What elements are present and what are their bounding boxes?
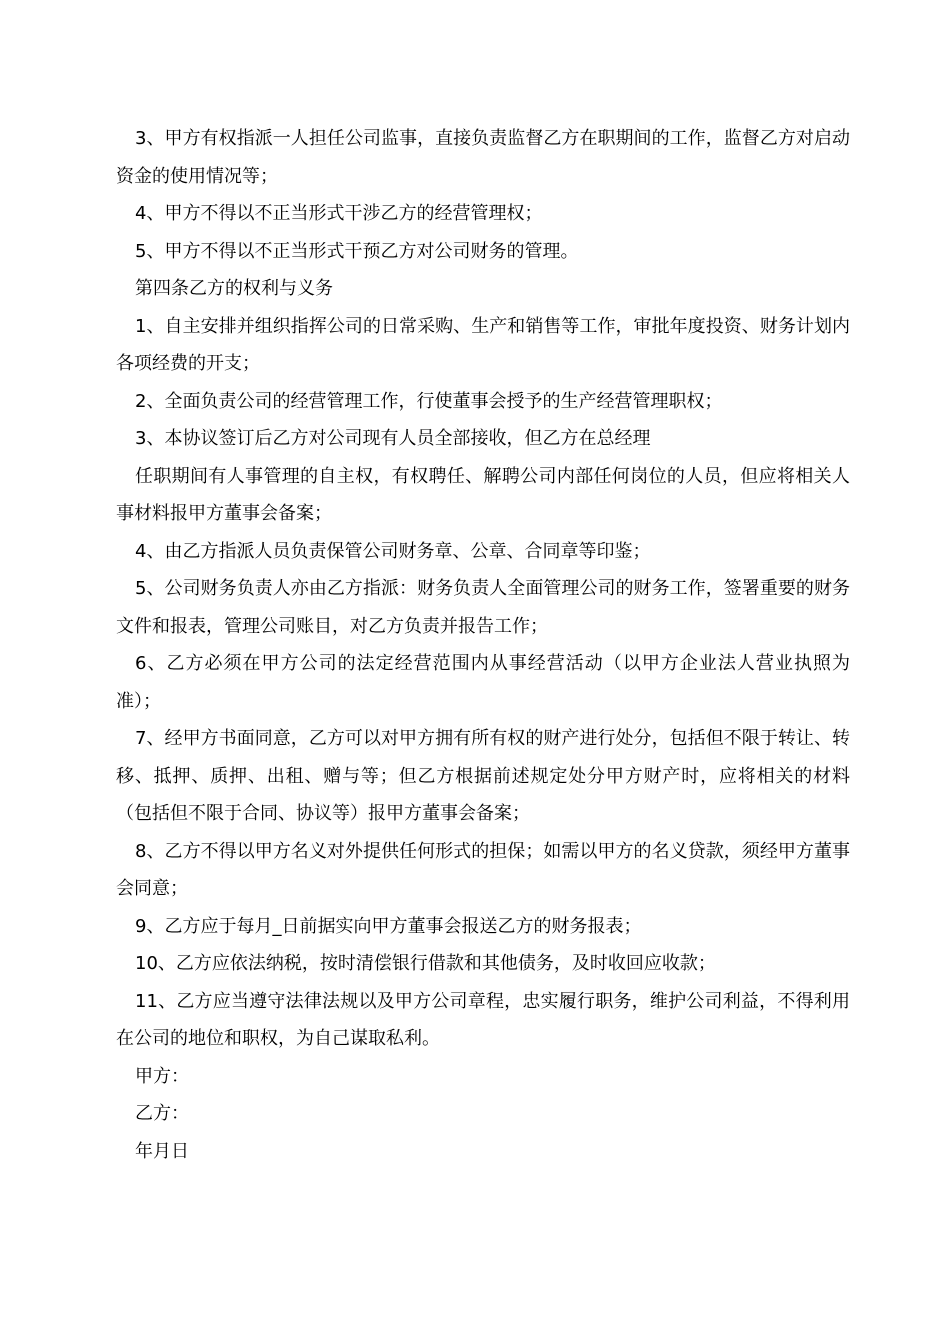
clause-3-jia-supervisor: 3、甲方有权指派一人担任公司监事，直接负责监督乙方在职期间的工作，监督乙方对启动资金的使用情况等； (116, 128, 850, 187)
clause-7-yi-property: 7、经甲方书面同意，乙方可以对甲方拥有所有权的财产进行处分，包括但不限于转让、转移、抵押、质押、出租、赠与等；但乙方根据前述规定处分甲方财产时，应将相关的材料（包括但不限于合同、协议等）报甲方董事会备案； (116, 728, 850, 824)
signature-party-b: 乙方： (135, 1103, 189, 1124)
clause-5-yi-finance-head: 5、公司财务负责人亦由乙方指派：财务负责人全面管理公司的财务工作，签署重要的财务文件和报表，管理公司账目，对乙方负责并报告工作； (116, 578, 850, 637)
signature-party-a: 甲方： (135, 1065, 189, 1087)
document-body (116, 120, 850, 1170)
clause-1-yi-operations: 1、自主安排并组织指挥公司的日常采购、生产和销售等工作，审批年度投资、财务计划内各项经费的开支； (116, 315, 850, 374)
clause-11-yi-compliance: 11、乙方应当遵守法律法规以及甲方公司章程，忠实履行职务，维护公司利益，不得利用在公司的地位和职权，为自己谋取私利。 (116, 990, 850, 1049)
clause-3-yi-staff-continued: 任职期间有人事管理的自主权，有权聘任、解聘公司内部任何岗位的人员，但应将相关人事材料报甲方董事会备案； (116, 465, 850, 524)
clause-5-jia-no-finance-interference: 5、甲方不得以不正当形式干预乙方对公司财务的管理。 (135, 240, 579, 262)
article-4-heading: 第四条乙方的权利与义务 (135, 278, 333, 299)
clause-3-yi-staff: 3、本协议签订后乙方对公司现有人员全部接收，但乙方在总经理 (135, 428, 651, 449)
clause-10-yi-taxes: 10、乙方应依法纳税，按时清偿银行借款和其他债务，及时收回应收款； (135, 953, 716, 974)
clause-4-jia-no-interference: 4、甲方不得以不正当形式干涉乙方的经营管理权； (135, 203, 543, 224)
clause-9-yi-reports: 9、乙方应于每月_日前据实向甲方董事会报送乙方的财务报表； (135, 915, 642, 937)
clause-2-yi-management: 2、全面负责公司的经营管理工作，行使董事会授予的生产经营管理职权； (135, 390, 723, 412)
clause-8-yi-guarantee: 8、乙方不得以甲方名义对外提供任何形式的担保；如需以甲方的名义贷款，须经甲方董事会同意； (116, 840, 850, 899)
clause-6-yi-business-scope: 6、乙方必须在甲方公司的法定经营范围内从事经营活动（以甲方企业法人营业执照为准）； (116, 653, 850, 712)
signature-date: 年月日 (135, 1140, 189, 1162)
clause-4-yi-seals: 4、由乙方指派人员负责保管公司财务章、公章、合同章等印鉴； (135, 540, 651, 562)
